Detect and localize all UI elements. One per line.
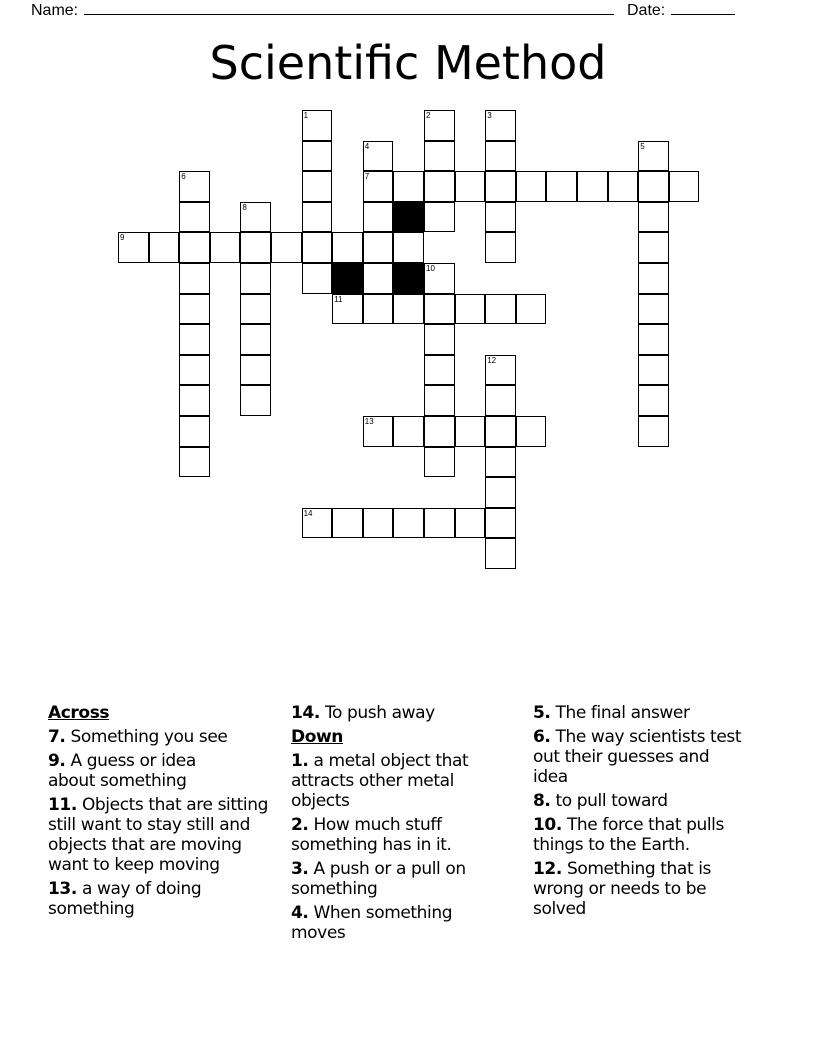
grid-cell[interactable] <box>424 508 455 539</box>
date-field[interactable] <box>627 0 735 20</box>
date-label: Date: <box>627 2 666 19</box>
grid-cell[interactable] <box>363 263 394 294</box>
grid-cell[interactable] <box>424 171 455 202</box>
clue-across-7: 7. Something you see <box>48 727 228 747</box>
grid-cell[interactable] <box>302 508 333 539</box>
clues-column-3 <box>533 703 773 923</box>
grid-cell[interactable] <box>424 294 455 325</box>
clue-across-9: 9. A guess or idea about something <box>48 751 196 791</box>
clue-across-14: 14. To push away <box>291 703 435 723</box>
grid-cell[interactable] <box>179 324 210 355</box>
name-label: Name: <box>31 2 79 19</box>
grid-cell[interactable] <box>485 141 516 172</box>
grid-cell[interactable] <box>240 202 271 233</box>
clues-column-2 <box>291 703 531 947</box>
clue-down-5: 5. The final answer <box>533 703 690 723</box>
grid-cell[interactable] <box>485 447 516 478</box>
grid-cell[interactable] <box>485 202 516 233</box>
clue-down-8: 8. to pull toward <box>533 791 668 811</box>
grid-cell[interactable] <box>424 416 455 447</box>
grid-cell[interactable] <box>424 324 455 355</box>
grid-cell[interactable] <box>485 110 516 141</box>
grid-cell[interactable] <box>332 508 363 539</box>
grid-cell[interactable] <box>393 232 424 263</box>
grid-cell[interactable] <box>363 416 394 447</box>
clue-number: 11 <box>334 294 343 304</box>
clue-down-10: 10. The force that pulls things to the Earth. <box>533 815 724 855</box>
grid-cell[interactable] <box>240 355 271 386</box>
grid-cell[interactable] <box>302 263 333 294</box>
grid-cell[interactable] <box>516 416 547 447</box>
clue-number: 3 <box>487 111 492 120</box>
grid-cell[interactable] <box>240 263 271 294</box>
grid-cell[interactable] <box>363 294 394 325</box>
across-heading: Across <box>48 703 110 723</box>
grid-cell[interactable] <box>424 202 455 233</box>
grid-cell[interactable] <box>179 171 210 202</box>
grid-cell[interactable] <box>179 355 210 386</box>
grid-cell[interactable] <box>638 232 669 263</box>
clue-number: 8 <box>242 202 247 212</box>
grid-cell[interactable] <box>363 171 394 202</box>
grid-cell[interactable] <box>363 232 394 263</box>
grid-cell[interactable] <box>485 416 516 447</box>
grid-cell[interactable] <box>179 294 210 325</box>
clues-column-1 <box>48 703 288 923</box>
grid-cell[interactable] <box>424 355 455 386</box>
grid-cell[interactable] <box>302 232 333 263</box>
name-field[interactable] <box>31 0 614 20</box>
clue-number: 12 <box>487 355 497 365</box>
grid-cell[interactable] <box>485 171 516 202</box>
grid-cell[interactable] <box>393 508 424 539</box>
grid-cell[interactable] <box>424 385 455 416</box>
clue-across-11: 11. Objects that are sitting still want to stay still and objects that are moving want to keep moving <box>48 795 268 875</box>
grid-cell[interactable] <box>577 171 608 202</box>
name-line[interactable] <box>84 0 614 15</box>
clue-down-3: 3. A push or a pull on something <box>291 859 466 899</box>
grid-cell[interactable] <box>179 263 210 294</box>
grid-cell[interactable] <box>638 416 669 447</box>
clue-down-4: 4. When something moves <box>291 903 453 943</box>
grid-cell[interactable] <box>455 294 486 325</box>
grid-cell[interactable] <box>424 110 455 141</box>
clue-number: 14 <box>303 508 313 518</box>
grid-cell[interactable] <box>669 171 700 202</box>
grid-cell[interactable] <box>393 294 424 325</box>
grid-cell[interactable] <box>179 232 210 263</box>
grid-cell[interactable] <box>424 141 455 172</box>
grid-cell[interactable] <box>302 110 333 141</box>
clue-down-12: 12. Something that is wrong or needs to be solved <box>533 859 711 919</box>
grid-cell[interactable] <box>424 263 455 294</box>
grid-cell[interactable] <box>485 355 516 386</box>
clue-down-2: 2. How much stuff something has in it. <box>291 815 452 855</box>
grid-cell[interactable] <box>638 141 669 172</box>
grid-cell[interactable] <box>240 324 271 355</box>
grid-cell[interactable] <box>118 232 149 263</box>
clue-number: 13 <box>364 417 374 426</box>
grid-cell[interactable] <box>485 508 516 539</box>
grid-cell[interactable] <box>149 232 180 263</box>
clue-number: 4 <box>364 141 370 151</box>
clue-number: 1 <box>303 111 309 120</box>
grid-cell[interactable] <box>485 294 516 325</box>
grid-cell[interactable] <box>302 202 333 233</box>
grid-cell[interactable] <box>638 324 669 355</box>
page-title: Scientific Method <box>209 36 607 90</box>
grid-cell[interactable] <box>638 263 669 294</box>
clue-number: 2 <box>426 111 431 120</box>
grid-cell[interactable] <box>485 385 516 416</box>
grid-cell[interactable] <box>638 294 669 325</box>
clue-down-1: 1. a metal object that attracts other metal objects <box>291 751 469 811</box>
grid-cell[interactable] <box>608 171 639 202</box>
clue-number: 9 <box>120 233 125 243</box>
grid-cell[interactable] <box>179 202 210 233</box>
clue-across-13: 13. a way of doing something <box>48 879 202 919</box>
grid-cell[interactable] <box>455 171 486 202</box>
clue-down-6: 6. The way scientists test out their guesses and idea <box>533 727 742 787</box>
grid-cell[interactable] <box>302 171 333 202</box>
grid-cell[interactable] <box>485 232 516 263</box>
grid-cell[interactable] <box>516 171 547 202</box>
grid-cell[interactable] <box>393 171 424 202</box>
down-heading: Down <box>291 727 343 747</box>
grid-cell[interactable] <box>638 171 669 202</box>
grid-cell[interactable] <box>424 447 455 478</box>
grid-cell[interactable] <box>332 232 363 263</box>
grid-cell[interactable] <box>546 171 577 202</box>
clue-number: 6 <box>181 172 186 182</box>
grid-cell[interactable] <box>455 416 486 447</box>
grid-cell[interactable] <box>240 294 271 325</box>
clue-number: 7 <box>364 172 370 182</box>
black-cell <box>332 263 363 294</box>
grid-cell[interactable] <box>638 385 669 416</box>
grid-cell[interactable] <box>271 232 302 263</box>
grid-cell[interactable] <box>302 141 333 172</box>
grid-cell[interactable] <box>240 385 271 416</box>
clue-number: 10 <box>426 264 435 273</box>
grid-cell[interactable] <box>240 232 271 263</box>
grid-cell[interactable] <box>393 416 424 447</box>
grid-cell[interactable] <box>363 141 394 172</box>
grid-cell[interactable] <box>210 232 241 263</box>
grid-cell[interactable] <box>516 294 547 325</box>
black-cell <box>393 263 424 294</box>
grid-cell[interactable] <box>485 477 516 508</box>
grid-cell[interactable] <box>363 202 394 233</box>
black-cell <box>393 202 424 233</box>
date-line[interactable] <box>671 0 735 15</box>
grid-cell[interactable] <box>179 385 210 416</box>
grid-cell[interactable] <box>455 508 486 539</box>
grid-cell[interactable] <box>179 447 210 478</box>
grid-cell[interactable] <box>332 294 363 325</box>
grid-cell[interactable] <box>638 355 669 386</box>
grid-cell[interactable] <box>638 202 669 233</box>
clue-number: 5 <box>640 141 645 151</box>
grid-cell[interactable] <box>485 538 516 569</box>
grid-cell[interactable] <box>179 416 210 447</box>
grid-cell[interactable] <box>363 508 394 539</box>
